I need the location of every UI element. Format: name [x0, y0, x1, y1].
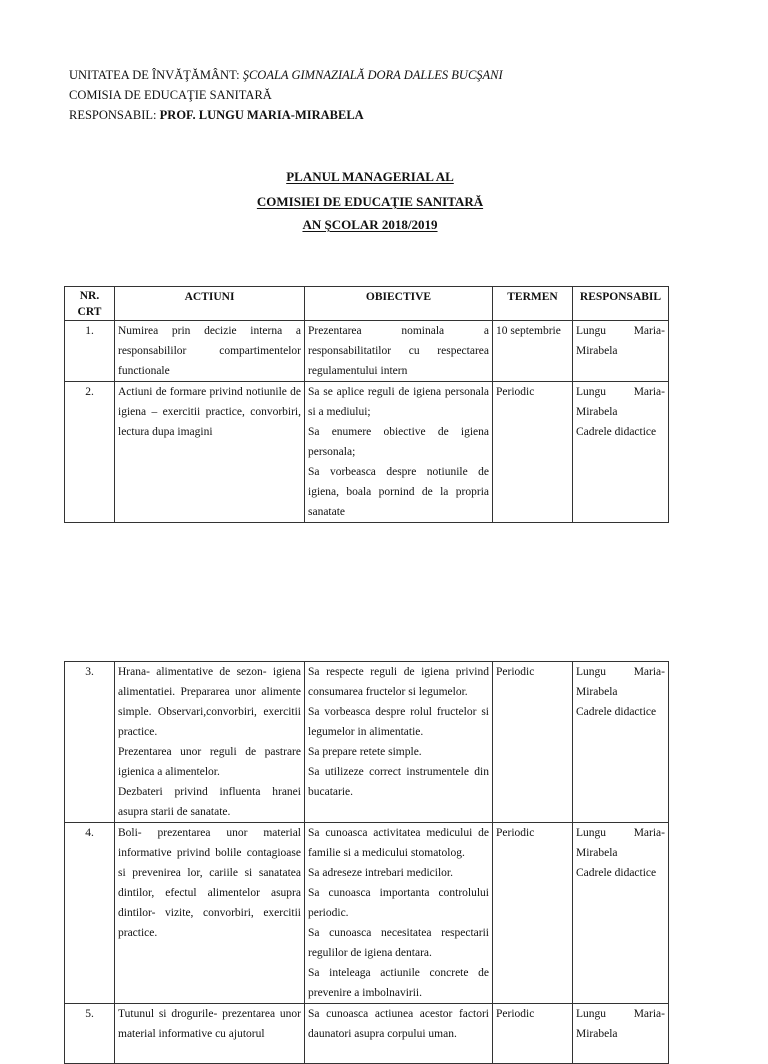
- table-header-row: [65, 287, 669, 321]
- plan-table-part1: [64, 286, 669, 523]
- row-termen: Periodic: [493, 662, 573, 823]
- row-nr: 2.: [65, 382, 115, 523]
- doc-title-line3: AN ŞCOLAR 2018/2019: [302, 217, 438, 232]
- plan-table-part2: [64, 661, 669, 1064]
- school-line: [69, 66, 503, 84]
- table-row: [65, 382, 669, 523]
- table-row: [65, 1004, 669, 1064]
- row-actiuni: Hrana- alimentative de sezon- igiena alimentatiei. Prepararea unor alimente simple. Observari,convorbiri, exercitii practice. Prezentarea unor reguli de pastrare igienica a alimentelor. Dezbateri privind influenta hranei asupra starii de sanatate.: [115, 662, 305, 823]
- row-nr: 4.: [65, 823, 115, 1004]
- table-row: [65, 823, 669, 1004]
- responsible-line: [69, 106, 364, 124]
- header-obiective: OBIECTIVE: [305, 287, 493, 321]
- row-termen: Periodic: [493, 1004, 573, 1064]
- row-nr: 5.: [65, 1004, 115, 1064]
- responsible-name: PROF. LUNGU MARIA-MIRABELA: [159, 108, 364, 122]
- row-actiuni: Tutunul si drogurile- prezentarea unor material informative cu ajutorul: [115, 1004, 305, 1064]
- row-nr: 1.: [65, 321, 115, 382]
- header-termen: TERMEN: [493, 287, 573, 321]
- row-nr: 3.: [65, 662, 115, 823]
- header-actiuni: ACTIUNI: [115, 287, 305, 321]
- row-obiective: Sa cunoasca actiunea acestor factori daunatori asupra corpului uman.: [305, 1004, 493, 1064]
- row-actiuni: Boli- prezentarea unor material informative privind bolile contagioase si prevenirea lor, cariile si sanatatea dintilor, efectul alimentelor asupra dintilor- vizite, convorbiri, exercitii practice.: [115, 823, 305, 1004]
- doc-title-line2: COMISIEI DE EDUCAŢIE SANITARĂ: [256, 194, 484, 209]
- row-termen: 10 septembrie: [493, 321, 573, 382]
- commission-line: COMISIA DE EDUCAŢIE SANITARĂ: [69, 88, 272, 102]
- row-obiective: Sa respecte reguli de igiena privind consumarea fructelor si legumelor. Sa vorbeasca despre rolul fructelor si legumelor in alimentatie. Sa prepare retete simple. Sa utilizeze correct instrumentele din bucatarie.: [305, 662, 493, 823]
- row-actiuni: Numirea prin decizie interna a responsabililor compartimentelor functionale: [115, 321, 305, 382]
- row-responsabil: Lungu Maria- Mirabela Cadrele didactice: [573, 823, 669, 1004]
- row-obiective: Prezentarea nominala a responsabilitatilor cu respectarea regulamentului intern: [305, 321, 493, 382]
- doc-title-line1: PLANUL MANAGERIAL AL: [286, 169, 454, 184]
- table-row: [65, 662, 669, 823]
- table-row: [65, 321, 669, 382]
- row-obiective: Sa se aplice reguli de igiena personala si a mediului; Sa enumere obiective de igiena personala; Sa vorbeasca despre notiunile de igiena, boala pornind de la propria sanatate: [305, 382, 493, 523]
- header-responsabil: RESPONSABIL: [573, 287, 669, 321]
- row-actiuni: Actiuni de formare privind notiunile de igiena – exercitii practice, convorbiri, lectura dupa imagini: [115, 382, 305, 523]
- row-responsabil: Lungu Maria- Mirabela: [573, 321, 669, 382]
- row-responsabil: Lungu Maria- Mirabela Cadrele didactice: [573, 382, 669, 523]
- row-termen: Periodic: [493, 823, 573, 1004]
- row-responsabil: Lungu Maria- Mirabela: [573, 1004, 669, 1064]
- row-responsabil: Lungu Maria- Mirabela Cadrele didactice: [573, 662, 669, 823]
- responsible-label: RESPONSABIL:: [69, 108, 160, 122]
- header-nr: NR. CRT: [65, 287, 115, 321]
- school-label: UNITATEA DE ÎNVĂŢĂMÂNT:: [69, 68, 243, 82]
- row-termen: Periodic: [493, 382, 573, 523]
- school-name: ŞCOALA GIMNAZIALĂ DORA DALLES BUCŞANI: [242, 68, 503, 82]
- row-obiective: Sa cunoasca activitatea medicului de familie si a medicului stomatolog. Sa adreseze intrebari medicilor. Sa cunoasca importanta controlului periodic. Sa cunoasca necesitatea respectarii regulilor de igiena dentara. Sa inteleaga actiunile concrete de prevenire a imbolnavirii.: [305, 823, 493, 1004]
